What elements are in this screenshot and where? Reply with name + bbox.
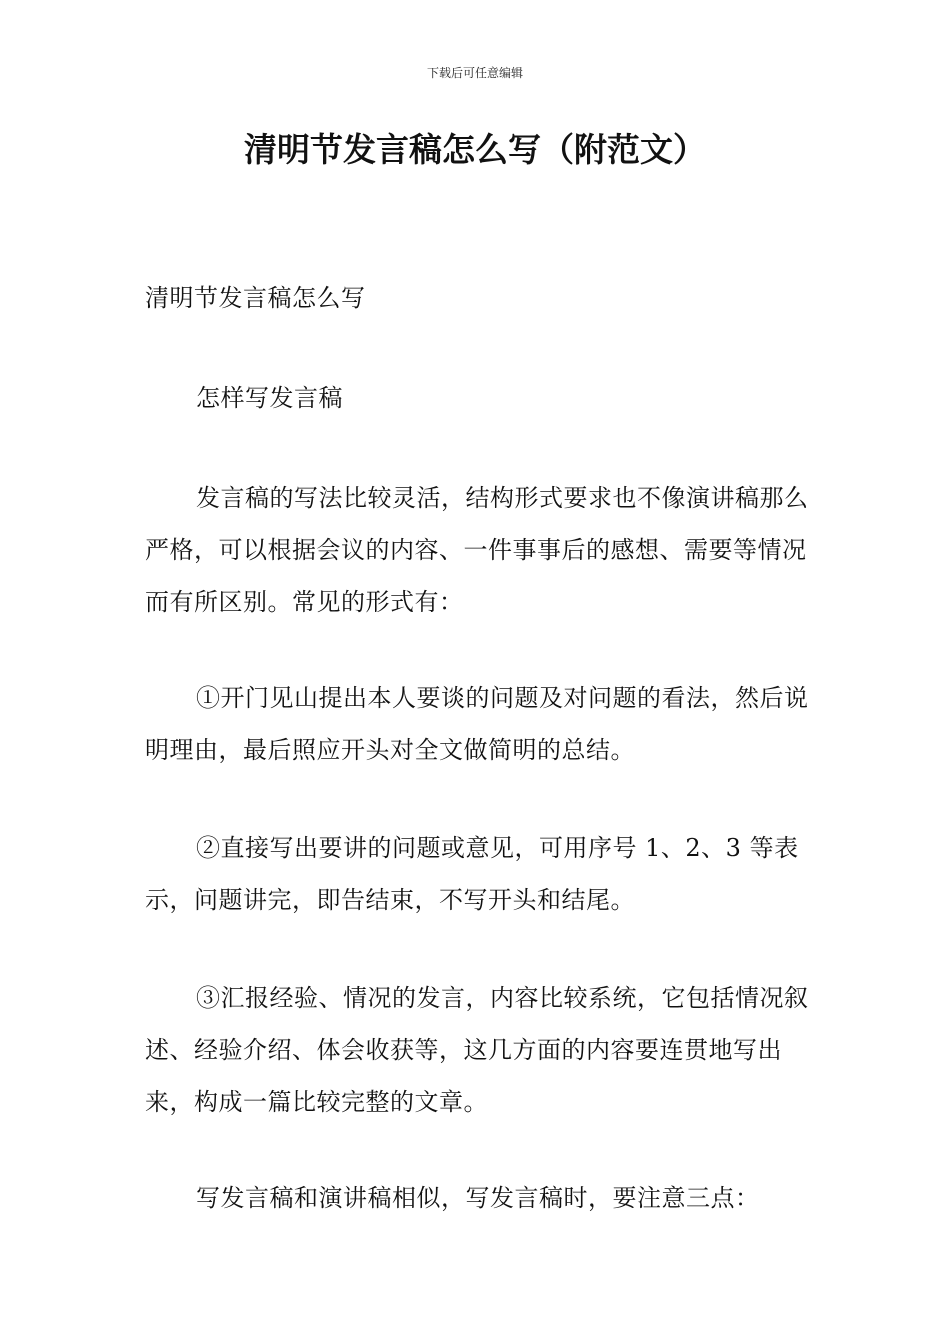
list-item-1: ①开门见山提出本人要谈的问题及对问题的看法，然后说明理由，最后照应开头对全文做简明的总结。 xyxy=(145,684,809,764)
subtitle-paragraph: 清明节发言稿怎么写 xyxy=(145,284,366,312)
body-paragraph: 写发言稿和演讲稿相似，写发言稿时，要注意三点： xyxy=(196,1184,760,1212)
body-paragraph: 发言稿的写法比较灵活，结构形式要求也不像演讲稿那么严格，可以根据会议的内容、一件事事后的感想、需要等情况而有所区别。常见的形式有： xyxy=(145,484,809,616)
document-title: 清明节发言稿怎么写（附范文） xyxy=(244,130,706,169)
section-heading: 怎样写发言稿 xyxy=(196,384,343,412)
list-item-2: ②直接写出要讲的问题或意见，可用序号 1、2、3 等表示，问题讲完，即告结束，不写开头和结尾。 xyxy=(145,834,799,914)
list-item-3: ③汇报经验、情况的发言，内容比较系统，它包括情况叙述、经验介绍、体会收获等，这几方面的内容要连贯地写出来，构成一篇比较完整的文章。 xyxy=(145,984,809,1116)
header-note: 下载后可任意编辑 xyxy=(426,66,523,80)
